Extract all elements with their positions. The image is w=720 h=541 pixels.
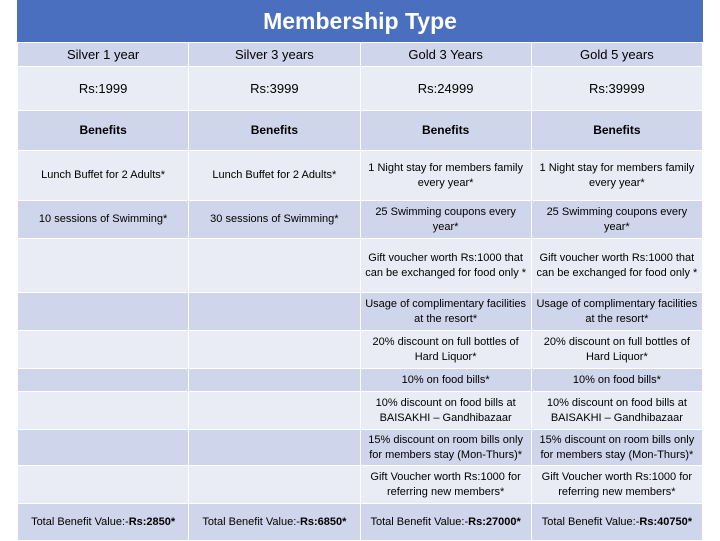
benefit-cell [18,331,189,369]
total-value: Rs:40750* [639,515,692,528]
total-value: Rs:27000* [468,515,521,528]
column-header: Silver 1 year [18,43,189,67]
benefit-row [18,239,703,293]
header-row [18,43,703,67]
benefit-cell: 1 Night stay for members family every year* [360,151,531,201]
column-header: Silver 3 years [189,43,360,67]
benefit-cell: Usage of complimentary facilities at the resort* [531,293,702,331]
benefit-row [18,201,703,239]
total-label: Total Benefit Value:- [202,515,300,528]
total-label: Total Benefit Value:- [370,515,469,528]
benefit-row [18,151,703,201]
membership-table-container [17,0,703,540]
membership-table [17,42,703,541]
benefit-cell: Usage of complimentary facilities at the resort* [360,293,531,331]
benefit-cell [189,466,360,504]
benefit-cell: 20% discount on full bottles of Hard Liquor* [360,331,531,369]
column-header: Gold 3 Years [360,43,531,67]
benefit-cell [18,239,189,293]
benefit-cell: 15% discount on room bills only for members stay (Mon-Thurs)* [360,430,531,466]
benefit-cell [189,239,360,293]
benefit-cell [18,293,189,331]
benefit-cell [18,369,189,392]
benefit-cell: 10% on food bills* [531,369,702,392]
benefits-label: Benefits [18,111,189,151]
benefit-cell [189,331,360,369]
benefit-cell: 10% discount on food bills at BAISAKHI – Gandhibazaar [531,392,702,430]
benefit-cell: 25 Swimming coupons every year* [531,201,702,239]
price-cell: Rs:39999 [531,67,702,111]
benefits-header-row [18,111,703,151]
total-cell [360,504,531,541]
benefit-cell: Gift voucher worth Rs:1000 that can be exchanged for food only * [531,239,702,293]
column-header: Gold 5 years [531,43,702,67]
benefit-cell [189,293,360,331]
totals-row [18,504,703,541]
benefit-cell [18,392,189,430]
benefit-cell: Gift Voucher worth Rs:1000 for referring new members* [360,466,531,504]
total-cell [18,504,189,541]
benefit-cell: Lunch Buffet for 2 Adults* [189,151,360,201]
benefit-row [18,430,703,466]
benefit-cell: Gift voucher worth Rs:1000 that can be exchanged for food only * [360,239,531,293]
price-cell: Rs:24999 [360,67,531,111]
benefits-label: Benefits [189,111,360,151]
total-cell [189,504,360,541]
price-cell: Rs:1999 [18,67,189,111]
price-row [18,67,703,111]
benefit-cell [189,369,360,392]
benefit-cell [189,392,360,430]
total-label: Total Benefit Value:- [541,515,640,528]
benefit-cell [18,466,189,504]
benefits-label: Benefits [360,111,531,151]
total-label: Total Benefit Value:- [31,515,129,528]
benefit-cell: 10% on food bills* [360,369,531,392]
benefit-cell: 10% discount on food bills at BAISAKHI – Gandhibazaar [360,392,531,430]
benefit-row [18,293,703,331]
benefit-cell [18,430,189,466]
benefit-cell: Gift Voucher worth Rs:1000 for referring new members* [531,466,702,504]
price-cell: Rs:3999 [189,67,360,111]
benefit-cell: Lunch Buffet for 2 Adults* [18,151,189,201]
benefit-cell: 10 sessions of Swimming* [18,201,189,239]
benefit-row [18,392,703,430]
benefit-cell [189,430,360,466]
benefit-row [18,331,703,369]
benefit-row [18,466,703,504]
benefit-cell: 1 Night stay for members family every year* [531,151,702,201]
benefit-cell: 20% discount on full bottles of Hard Liquor* [531,331,702,369]
benefits-label: Benefits [531,111,702,151]
benefit-cell: 25 Swimming coupons every year* [360,201,531,239]
benefit-cell: 15% discount on room bills only for members stay (Mon-Thurs)* [531,430,702,466]
page-title: Membership Type [17,0,703,42]
benefit-row [18,369,703,392]
total-cell [531,504,702,541]
total-value: Rs:2850* [128,515,176,528]
total-value: Rs:6850* [299,515,347,528]
benefit-cell: 30 sessions of Swimming* [189,201,360,239]
